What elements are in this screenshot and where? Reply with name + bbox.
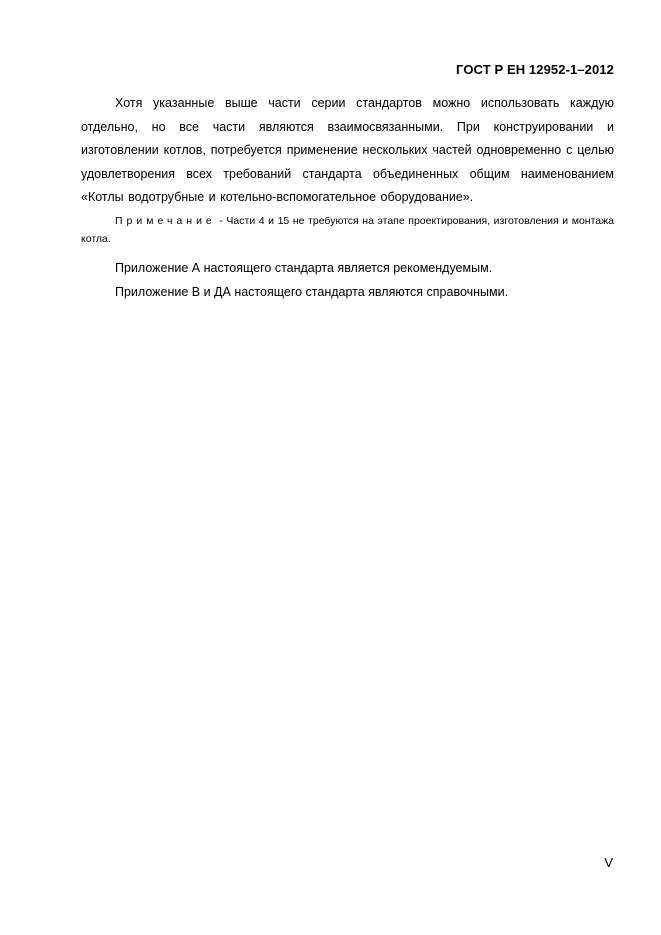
note-label: Примечание bbox=[115, 215, 216, 227]
note-text: - Части 4 и 15 не требуются на этапе проектирования, изготовления и монтажа котла. bbox=[81, 215, 614, 245]
intro-paragraph: Хотя указанные выше части серии стандартов можно использовать каждую отдельно, но все части являются взаимосвязанными. При конструировании и изготовлении котлов, потребуется применение нескольких частей одновременно с целью удовлетворения всех требований стандарта объединенных общим наименованием «Котлы водотрубные и котельно-вспомогательное оборудование». bbox=[81, 96, 614, 205]
annex-a-statement: Приложение А настоящего стандарта является рекомендуемым. bbox=[115, 261, 493, 275]
document-code-header: ГОСТ Р ЕН 12952-1–2012 bbox=[456, 62, 614, 77]
note-paragraph bbox=[81, 212, 614, 248]
annex-b-statement: Приложение В и ДА настоящего стандарта являются справочными. bbox=[115, 285, 509, 299]
page-number: V bbox=[604, 855, 613, 870]
